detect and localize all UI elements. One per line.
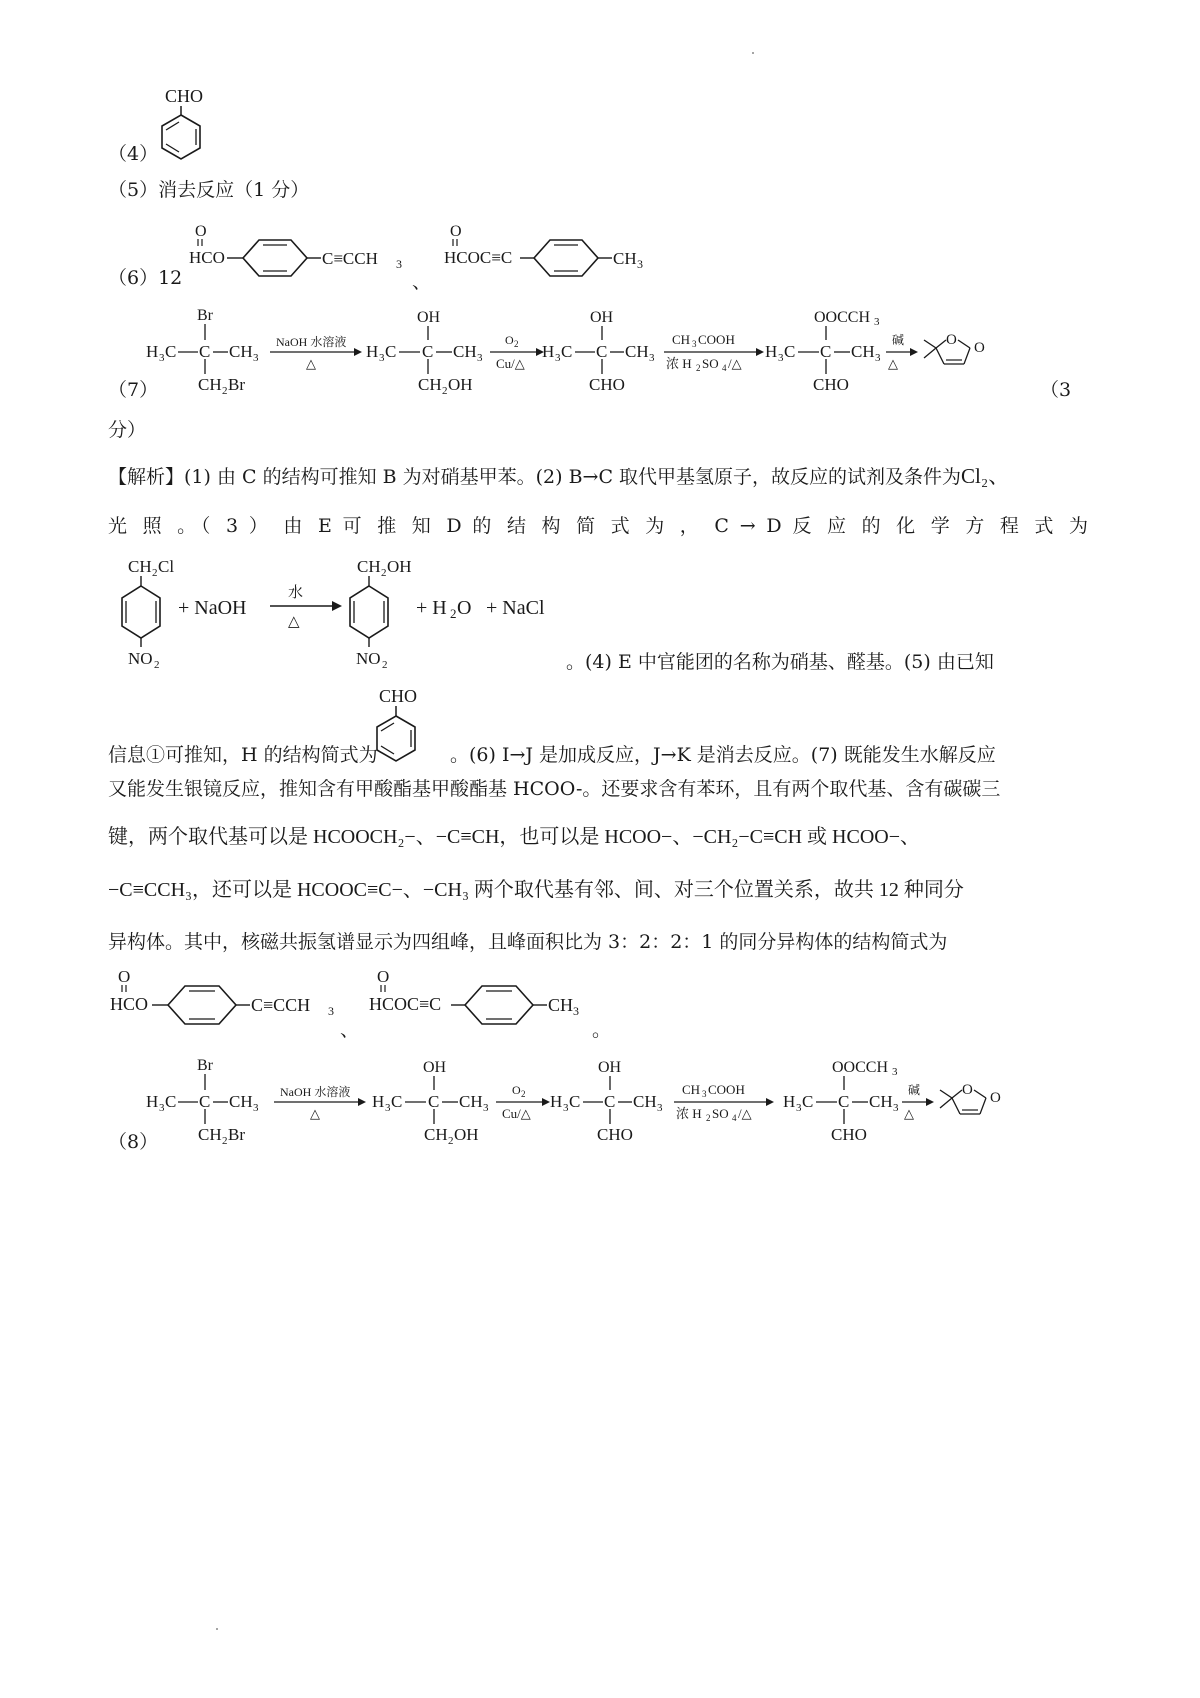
svg-text:浓 H: 浓 H	[676, 1106, 702, 1121]
analysis-line-5: 又能发生银镜反应，推知含有甲酸酯基甲酸酯基 HCOO-。还要求含有苯环，且有两个取代基、含有碳碳三	[108, 778, 1001, 800]
svg-text:C: C	[199, 342, 211, 361]
svg-text:2: 2	[381, 567, 387, 579]
svg-text:CHO: CHO	[597, 1125, 633, 1144]
svg-text:CH: CH	[633, 1092, 657, 1111]
svg-text:CHO: CHO	[165, 86, 204, 106]
svg-text:2: 2	[521, 1089, 526, 1099]
svg-text:2: 2	[514, 339, 519, 349]
svg-text:3: 3	[702, 1089, 707, 1099]
svg-text:C: C	[199, 1092, 211, 1111]
svg-text:CH: CH	[229, 1092, 253, 1111]
svg-text:HCO: HCO	[110, 994, 149, 1014]
svg-text:3: 3	[573, 1004, 579, 1018]
analysis-line-7: −C≡CCH₃，还可以是 HCOOC≡C−、−CH₃ 两个取代基有邻、间、对三个位置关系，故共 12 种同分	[108, 879, 964, 901]
svg-text:C: C	[596, 342, 608, 361]
svg-text:2: 2	[222, 1135, 228, 1147]
svg-text:O: O	[946, 332, 957, 348]
svg-text:H: H	[542, 342, 555, 361]
svg-text:浓 H: 浓 H	[666, 356, 692, 371]
svg-text:3: 3	[563, 1102, 569, 1114]
svg-text:H: H	[372, 1092, 385, 1111]
svg-text:C: C	[784, 342, 796, 361]
svg-text:3: 3	[649, 352, 655, 364]
svg-text:CH: CH	[424, 1125, 448, 1144]
svg-text:+ H: + H	[416, 597, 447, 619]
svg-text:OH: OH	[423, 1059, 447, 1076]
svg-text:CH: CH	[869, 1092, 893, 1111]
isomer-1-structure	[185, 218, 415, 288]
svg-text:O: O	[974, 340, 985, 356]
svg-text:Cu/△: Cu/△	[496, 356, 525, 371]
svg-text:C: C	[391, 1092, 403, 1111]
answer-5-text: （5）消去反应（1 分）	[108, 179, 310, 201]
svg-text:HCOC≡C: HCOC≡C	[444, 248, 513, 267]
svg-text:O: O	[990, 1090, 1001, 1106]
answer-7-points-close: 分）	[108, 419, 147, 441]
analysis-line-6: 键，两个取代基可以是 HCOOCH₂−、−C≡CH，也可以是 HCOO−、−CH₂−C≡CH 或 HCOO−、	[108, 826, 921, 848]
svg-text:CH: CH	[548, 995, 574, 1015]
svg-text:Cl: Cl	[158, 557, 175, 576]
svg-text:2: 2	[442, 385, 448, 397]
svg-text:OOCCH: OOCCH	[814, 309, 871, 326]
svg-text:3: 3	[657, 1102, 663, 1114]
svg-text:COOH: COOH	[698, 332, 735, 347]
svg-text:H: H	[550, 1092, 563, 1111]
analysis-line-4a: 信息①可推知，H 的结构简式为	[108, 744, 378, 766]
svg-text:C: C	[165, 1092, 177, 1111]
svg-text:HCOC≡C: HCOC≡C	[369, 994, 442, 1014]
scan-speck	[216, 1628, 218, 1630]
svg-text:碱: 碱	[892, 333, 905, 347]
svg-text:3: 3	[328, 1004, 334, 1018]
svg-text:O: O	[457, 597, 472, 619]
analysis-line-2: 光 照 。（ 3 ） 由 E 可 推 知 D 的 结 构 简 式 为 ， C → D 反 应 的 化 学 方 程 式 为	[108, 515, 1088, 537]
svg-text:Br: Br	[197, 1057, 213, 1074]
svg-text:C: C	[561, 342, 573, 361]
svg-text:3: 3	[637, 257, 643, 271]
svg-text:+ NaCl: + NaCl	[486, 597, 545, 619]
isomer-1-structure-repeat	[108, 964, 343, 1034]
svg-text:COOH: COOH	[708, 1082, 745, 1097]
svg-text:3: 3	[555, 352, 561, 364]
svg-text:+ NaOH: + NaOH	[178, 597, 247, 619]
svg-text:3: 3	[893, 1102, 899, 1114]
svg-text:4: 4	[732, 1113, 737, 1123]
svg-text:OH: OH	[387, 557, 412, 576]
svg-text:3: 3	[778, 352, 784, 364]
svg-text:H: H	[146, 1092, 159, 1111]
svg-text:△: △	[904, 1106, 914, 1121]
svg-text:4: 4	[722, 363, 727, 373]
svg-text:CH: CH	[851, 342, 875, 361]
svg-text:C: C	[428, 1092, 440, 1111]
svg-text:OH: OH	[448, 375, 473, 394]
svg-text:碱: 碱	[908, 1083, 921, 1097]
analysis-line-3: 。(4) E 中官能团的名称为硝基、醛基。(5) 由已知	[566, 651, 994, 673]
svg-text:Cu/△: Cu/△	[502, 1106, 531, 1121]
answer-4-label: （4）	[108, 143, 159, 165]
svg-text:3: 3	[796, 1102, 802, 1114]
scan-speck	[752, 52, 754, 54]
svg-text:3: 3	[692, 339, 697, 349]
c-to-d-equation	[110, 550, 590, 670]
svg-text:3: 3	[483, 1102, 489, 1114]
analysis-line-4b: 。(6) I→J 是加成反应，J→K 是消去反应。(7) 既能发生水解反应	[450, 744, 996, 766]
svg-text:OH: OH	[590, 309, 614, 326]
svg-text:CH: CH	[613, 249, 637, 268]
svg-text:3: 3	[385, 1102, 391, 1114]
svg-text:3: 3	[892, 1066, 898, 1078]
svg-text:O: O	[377, 967, 390, 986]
svg-text:2: 2	[450, 606, 457, 621]
isomer-end: 。	[592, 1019, 612, 1041]
svg-text:△: △	[306, 356, 316, 371]
svg-text:3: 3	[379, 352, 385, 364]
svg-text:H: H	[783, 1092, 796, 1111]
svg-text:CH: CH	[682, 1082, 701, 1097]
synthesis-route-8	[140, 1052, 1020, 1152]
svg-text:3: 3	[875, 352, 881, 364]
svg-text:CHO: CHO	[379, 686, 418, 706]
benzaldehyde-structure	[150, 80, 230, 165]
svg-text:NO: NO	[356, 649, 381, 668]
svg-text:Br: Br	[228, 1125, 245, 1144]
svg-text:CH: CH	[625, 342, 649, 361]
answer-6-separator: 、	[412, 271, 432, 293]
svg-text:CHO: CHO	[589, 375, 625, 394]
svg-text:2: 2	[154, 659, 160, 670]
svg-text:2: 2	[706, 1113, 711, 1123]
svg-text:△: △	[288, 614, 300, 630]
isomer-2-structure-repeat	[365, 964, 595, 1034]
svg-text:CH: CH	[357, 557, 381, 576]
svg-text:H: H	[366, 342, 379, 361]
svg-text:C: C	[569, 1092, 581, 1111]
svg-text:2: 2	[152, 567, 158, 579]
svg-text:CHO: CHO	[831, 1125, 867, 1144]
svg-text:O: O	[450, 223, 462, 240]
svg-text:2: 2	[696, 363, 701, 373]
svg-text:O: O	[962, 1082, 973, 1098]
svg-text:HCO: HCO	[189, 248, 225, 267]
svg-text:O: O	[195, 223, 207, 240]
svg-text:CH: CH	[459, 1092, 483, 1111]
svg-text:CH: CH	[453, 342, 477, 361]
svg-text:/△: /△	[728, 356, 742, 371]
reagent-cl2: Cl₂、	[961, 464, 1010, 488]
svg-text:OH: OH	[417, 309, 441, 326]
svg-text:CH: CH	[198, 1125, 222, 1144]
svg-text:△: △	[310, 1106, 320, 1121]
svg-text:CH: CH	[229, 342, 253, 361]
answer-6-label: （6）12	[108, 267, 183, 289]
svg-text:C≡CCH: C≡CCH	[251, 995, 311, 1015]
svg-text:SO: SO	[712, 1106, 729, 1121]
svg-text:3: 3	[159, 1102, 165, 1114]
svg-text:C≡CCH: C≡CCH	[322, 249, 378, 268]
synthesis-route-7	[140, 302, 1020, 402]
svg-text:3: 3	[874, 316, 880, 328]
svg-text:C: C	[802, 1092, 814, 1111]
svg-text:/△: /△	[738, 1106, 752, 1121]
analysis-line-1	[108, 462, 1009, 491]
svg-text:C: C	[820, 342, 832, 361]
analysis-line-8: 异构体。其中，核磁共振氢谱显示为四组峰，且峰面积比为 3：2：2：1 的同分异构体的结构简式为	[108, 931, 948, 953]
svg-text:SO: SO	[702, 356, 719, 371]
svg-text:3: 3	[477, 352, 483, 364]
svg-text:OOCCH: OOCCH	[832, 1059, 889, 1076]
svg-text:OH: OH	[454, 1125, 479, 1144]
svg-text:CH: CH	[198, 375, 222, 394]
svg-text:3: 3	[253, 1102, 259, 1114]
svg-text:O: O	[512, 1083, 521, 1097]
h-benzaldehyde-structure	[365, 680, 445, 770]
svg-text:C: C	[165, 342, 177, 361]
svg-text:CH: CH	[128, 557, 152, 576]
svg-text:C: C	[385, 342, 397, 361]
svg-text:O: O	[118, 967, 131, 986]
svg-text:OH: OH	[598, 1059, 622, 1076]
svg-text:C: C	[422, 342, 434, 361]
svg-text:CHO: CHO	[813, 375, 849, 394]
svg-text:NO: NO	[128, 649, 153, 668]
svg-text:O: O	[505, 333, 514, 347]
svg-text:NaOH 水溶液: NaOH 水溶液	[276, 335, 347, 349]
isomer-separator: 、	[340, 1019, 360, 1041]
svg-text:Br: Br	[197, 307, 213, 324]
svg-text:△: △	[888, 356, 898, 371]
answer-7-label: （7）	[108, 379, 159, 401]
svg-text:CH: CH	[672, 332, 691, 347]
svg-text:NaOH 水溶液: NaOH 水溶液	[280, 1085, 351, 1099]
svg-text:C: C	[838, 1092, 850, 1111]
svg-text:3: 3	[253, 352, 259, 364]
isomer-2-structure	[440, 218, 665, 288]
svg-text:C: C	[604, 1092, 616, 1111]
analysis-line-1-text: 【解析】(1) 由 C 的结构可推知 B 为对硝基甲苯。(2) B→C 取代甲基氢原子，故反应的试剂及条件为	[108, 466, 962, 488]
svg-text:CH: CH	[418, 375, 442, 394]
svg-text:水: 水	[288, 585, 304, 601]
svg-text:H: H	[765, 342, 778, 361]
svg-text:2: 2	[382, 659, 388, 670]
svg-text:2: 2	[222, 385, 228, 397]
answer-8-label: （8）	[108, 1131, 159, 1153]
svg-text:H: H	[146, 342, 159, 361]
answer-7-points-open: （3	[1040, 379, 1072, 401]
svg-text:2: 2	[448, 1135, 454, 1147]
svg-text:3: 3	[159, 352, 165, 364]
svg-text:3: 3	[396, 257, 402, 271]
svg-text:Br: Br	[228, 375, 245, 394]
